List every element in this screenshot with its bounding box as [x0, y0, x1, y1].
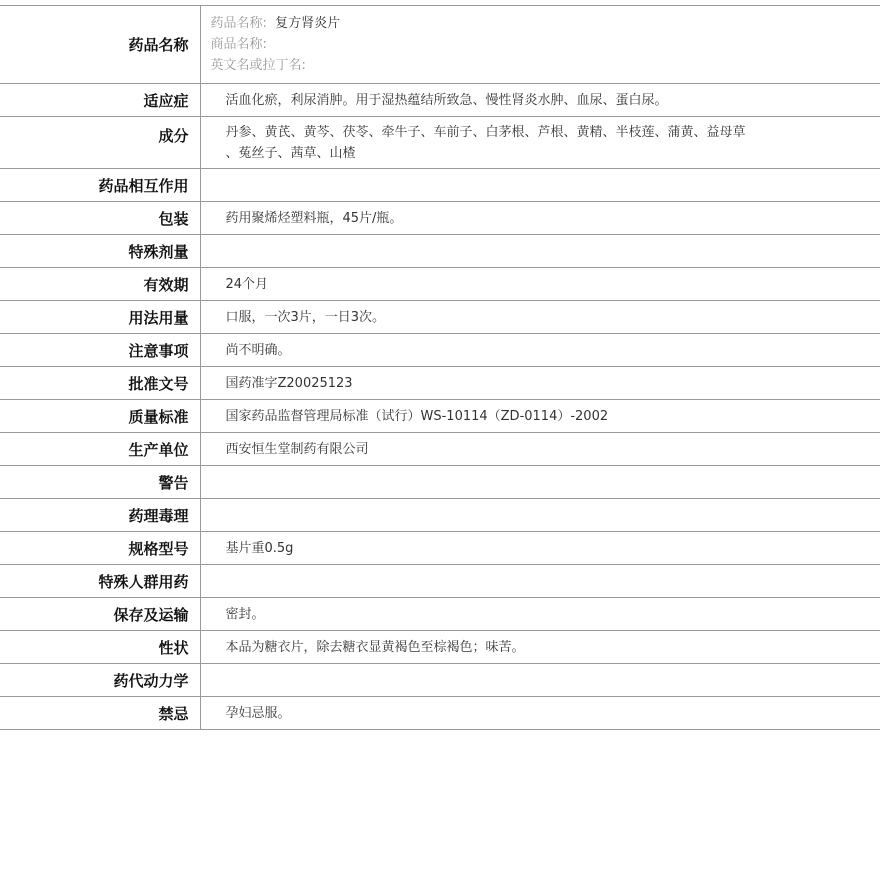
row-label: 药理毒理: [0, 499, 200, 532]
row-label: 药品相互作用: [0, 169, 200, 202]
row-value: [200, 565, 880, 598]
row-value: [200, 169, 880, 202]
row-value: [200, 664, 880, 697]
ingredients-line: 、菟丝子、茜草、山楂: [225, 146, 356, 161]
row-precautions: [0, 334, 880, 367]
row-value: 口服，一次3片，一日3次。: [225, 309, 386, 325]
row-label: 成分: [0, 117, 200, 169]
row-label: 保存及运输: [0, 598, 200, 631]
row-special-dose: [0, 235, 880, 268]
row-label: 注意事项: [0, 334, 200, 367]
row-contraindications: [0, 697, 880, 730]
row-value: 药用聚烯烃塑料瓶，45片/瓶。: [225, 210, 403, 226]
row-toxicology: [0, 499, 880, 532]
row-label: 规格型号: [0, 532, 200, 565]
row-shelf-life: [0, 268, 880, 301]
row-value: 本品为糖衣片，除去糖衣显黄褐色至棕褐色；味苦。: [225, 639, 525, 655]
row-special-population: [0, 565, 880, 598]
row-value: 24个月: [225, 276, 269, 292]
row-appearance: [0, 631, 880, 664]
row-storage: [0, 598, 880, 631]
row-value: 基片重0.5g: [225, 540, 294, 556]
row-label: 药品名称: [0, 6, 200, 84]
row-value: 国家药品监督管理局标准（试行）WS-10114（ZD-0114）-2002: [225, 408, 609, 424]
row-value: 活血化瘀，利尿消肿。用于湿热蕴结所致急、慢性肾炎水肿、血尿、蛋白尿。: [225, 92, 668, 108]
row-label: 包装: [0, 202, 200, 235]
row-label: 特殊剂量: [0, 235, 200, 268]
row-approval: [0, 367, 880, 400]
row-label: 禁忌: [0, 697, 200, 730]
row-value: [200, 499, 880, 532]
row-value: [200, 235, 880, 268]
row-value: [200, 117, 880, 169]
english-name-label: 英文名或拉丁名:: [210, 58, 306, 73]
generic-name-label: 药品名称:: [210, 16, 267, 31]
row-label: 有效期: [0, 268, 200, 301]
row-standard: [0, 400, 880, 433]
row-label: 用法用量: [0, 301, 200, 334]
row-label: 药代动力学: [0, 664, 200, 697]
row-value: 国药准字Z20025123: [225, 375, 353, 391]
row-value: 孕妇忌服。: [225, 705, 291, 721]
row-specification: [0, 532, 880, 565]
trade-name-label: 商品名称:: [210, 37, 267, 52]
row-label: 警告: [0, 466, 200, 499]
row-label: 批准文号: [0, 367, 200, 400]
ingredients-line: 丹参、黄芪、黄芩、茯苓、牵牛子、车前子、白茅根、芦根、黄精、半枝莲、蒲黄、益母草: [225, 125, 746, 140]
row-value: [200, 6, 880, 84]
row-usage: [0, 301, 880, 334]
row-label: 适应症: [0, 84, 200, 117]
row-value: 密封。: [225, 606, 265, 622]
row-interactions: [0, 169, 880, 202]
row-drug-name: [0, 6, 880, 84]
generic-name-line: [211, 13, 871, 34]
row-pharmacokinetics: [0, 664, 880, 697]
row-manufacturer: [0, 433, 880, 466]
row-warning: [0, 466, 880, 499]
row-package: [0, 202, 880, 235]
generic-name-value: 复方肾炎片: [275, 16, 341, 31]
row-label: 质量标准: [0, 400, 200, 433]
row-value: [200, 466, 880, 499]
row-label: 特殊人群用药: [0, 565, 200, 598]
row-label: 生产单位: [0, 433, 200, 466]
row-ingredients: [0, 117, 880, 169]
row-value: 西安恒生堂制药有限公司: [225, 441, 369, 457]
row-value: 尚不明确。: [225, 342, 291, 358]
drug-info-table: [0, 5, 880, 730]
row-indication: [0, 84, 880, 117]
row-label: 性状: [0, 631, 200, 664]
